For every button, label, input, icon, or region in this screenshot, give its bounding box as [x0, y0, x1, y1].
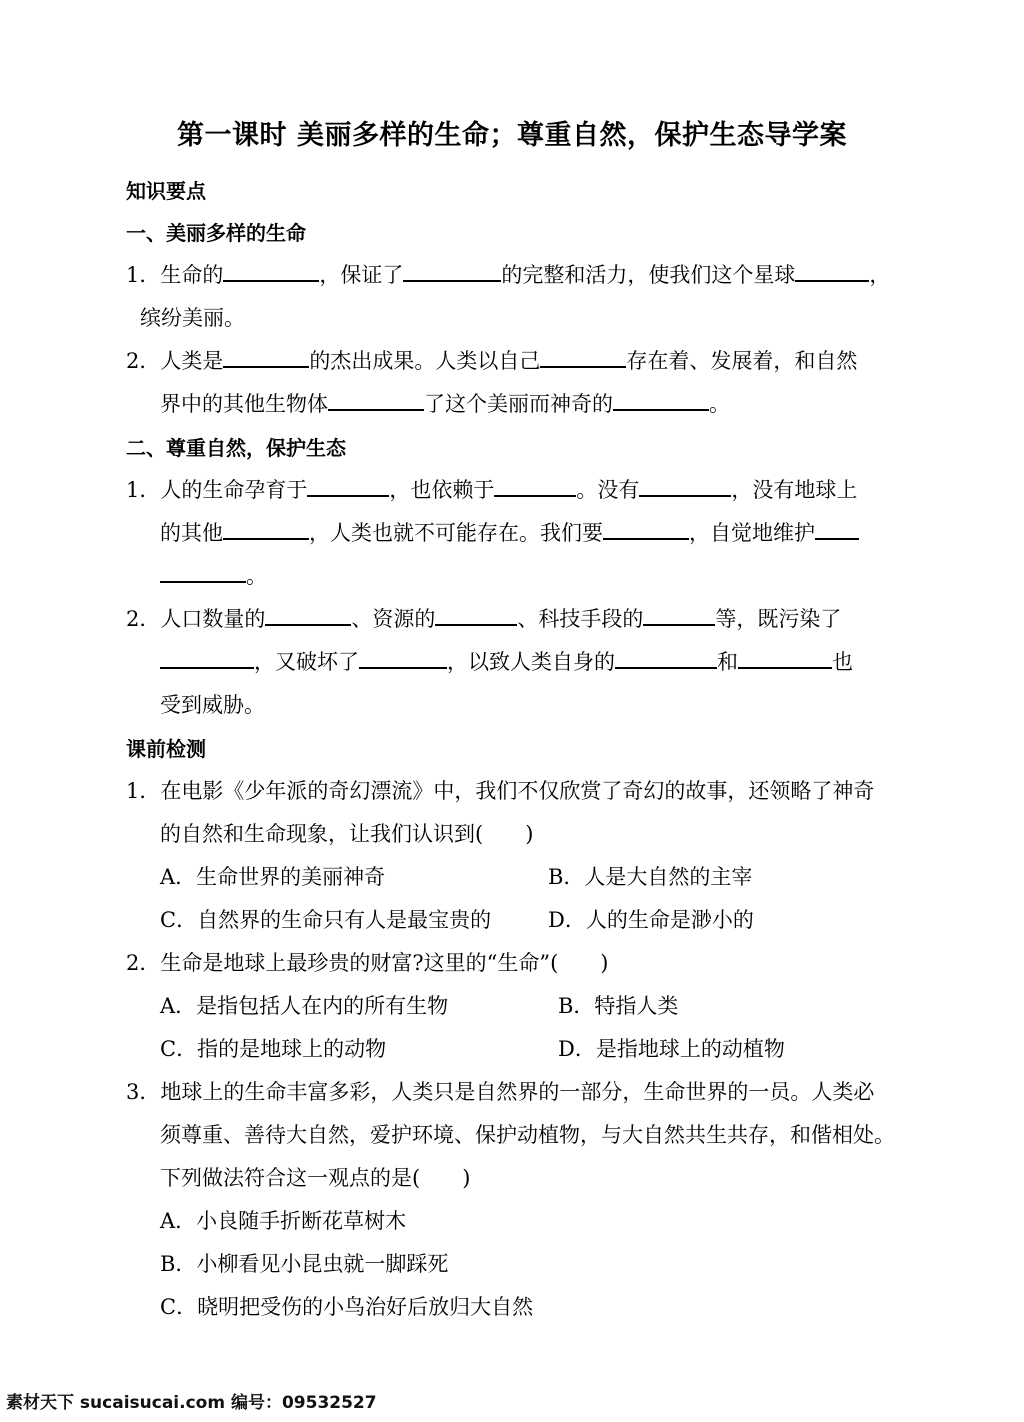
part1-heading: 一、美丽多样的生命: [126, 221, 306, 245]
pretest-q3-line1: 3．地球上的生命丰富多彩，人类只是自然界的一部分，生命世界的一员。人类必: [126, 1080, 875, 1104]
pretest-q2-option-a: A．是指包括人在内的所有生物: [160, 994, 449, 1018]
part2-q1-line2: 的其他 ，人类也就不可能存在。我们要 ，自觉地维护: [160, 517, 859, 547]
blank: [643, 605, 715, 626]
blank: [540, 347, 626, 368]
page-title: 第一课时 美丽多样的生命；尊重自然，保护生态导学案: [177, 120, 847, 151]
section-heading-pretest: 课前检测: [126, 737, 206, 761]
pretest-q2-option-b: B．特指人类: [558, 994, 679, 1018]
part2-q1-line3: 。: [160, 560, 267, 590]
pretest-q2-option-d: D．是指地球上的动植物: [558, 1037, 785, 1061]
blank: [815, 519, 859, 540]
blank: [223, 347, 309, 368]
blank: [160, 648, 254, 669]
pretest-q1-option-b: B．人是大自然的主宰: [548, 865, 753, 889]
blank: [615, 648, 717, 669]
blank: [795, 261, 869, 282]
pretest-q2-option-c: C．指的是地球上的动物: [160, 1037, 387, 1061]
part2-q2-line1: 2．人口数量的 、资源的 、科技手段的 等，既污染了: [126, 607, 842, 631]
blank: [639, 476, 731, 497]
pretest-q3-option-b: B．小柳看见小昆虫就一脚踩死: [160, 1252, 449, 1276]
blank: [359, 648, 447, 669]
part2-q2-line2: ，又破坏了 ，以致人类自身的 和 也: [160, 646, 853, 676]
pretest-q2-line1: 2．生命是地球上最珍贵的财富?这里的“生命”( ): [126, 951, 609, 975]
pretest-q1-line2: 的自然和生命现象，让我们认识到( ): [160, 822, 534, 846]
section-heading-knowledge: 知识要点: [126, 179, 206, 203]
blank: [307, 476, 389, 497]
blank: [603, 519, 689, 540]
blank: [403, 261, 501, 282]
watermark-text: 素材天下 sucaisucai.com 编号：09532527: [6, 1393, 377, 1413]
part2-q1-line1: 1．人的生命孕育于 ，也依赖于 。没有 ，没有地球上: [126, 478, 858, 502]
pretest-q3-line3: 下列做法符合这一观点的是( ): [160, 1166, 471, 1190]
blank: [223, 519, 309, 540]
part1-q1-line2: 缤纷美丽。: [140, 306, 245, 330]
part2-q2-line3: 受到威胁。: [160, 693, 265, 717]
pretest-q1-option-a: A．生命世界的美丽神奇: [160, 865, 386, 889]
pretest-q3-option-a: A．小良随手折断花草树木: [160, 1209, 407, 1233]
blank: [328, 390, 424, 411]
blank: [160, 562, 246, 583]
blank: [265, 605, 351, 626]
pretest-q1-option-c: C．自然界的生命只有人是最宝贵的: [160, 908, 492, 932]
pretest-q1-option-d: D．人的生命是渺小的: [548, 908, 754, 932]
part1-q2-line1: 2．人类是 的杰出成果。人类以自己 存在着、发展着，和自然: [126, 349, 858, 373]
blank: [223, 261, 319, 282]
blank: [494, 476, 576, 497]
blank: [613, 390, 709, 411]
pretest-q3-line2: 须尊重、善待大自然，爱护环境、保护动植物，与大自然共生共存，和偕相处。: [160, 1123, 895, 1147]
part1-q1-line1: 1．生命的 ，保证了 的完整和活力，使我们这个星球 ，: [126, 263, 891, 287]
part1-q2-line2: 界中的其他生物体 了这个美丽而神奇的 。: [160, 392, 730, 416]
pretest-q3-option-c: C．晓明把受伤的小鸟治好后放归大自然: [160, 1295, 534, 1319]
blank: [738, 648, 832, 669]
blank: [435, 605, 517, 626]
pretest-q1-line1: 1．在电影《少年派的奇幻漂流》中，我们不仅欣赏了奇幻的故事，还领略了神奇: [126, 779, 875, 803]
part2-heading: 二、尊重自然，保护生态: [126, 436, 346, 460]
